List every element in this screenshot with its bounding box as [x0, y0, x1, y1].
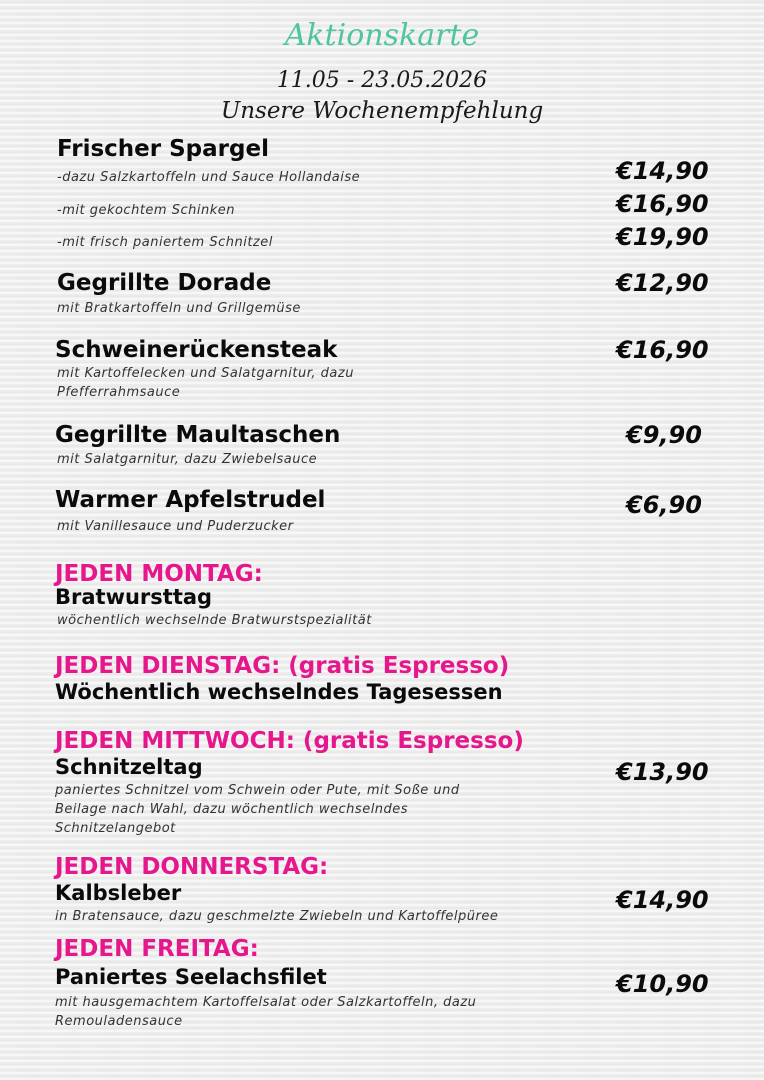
dish-name-spargel: Frischer Spargel	[57, 136, 269, 162]
dish-desc: mit Bratkartoffeln und Grillgemüse	[57, 301, 301, 316]
spargel-option-price: €19,90	[616, 223, 709, 251]
day-dish-desc: in Bratensauce, dazu geschmelzte Zwiebeln und Kartoffelpüree	[55, 909, 499, 924]
spargel-option-price: €14,90	[616, 157, 709, 185]
spargel-option-desc: -mit gekochtem Schinken	[57, 203, 235, 218]
dish-desc: mit Kartoffelecken und Salatgarnitur, dazu Pfefferrahmsauce	[57, 366, 354, 400]
dish-desc: mit Vanillesauce und Puderzucker	[57, 519, 294, 534]
day-dish-price: €10,90	[616, 970, 709, 998]
day-heading-wednesday: JEDEN MITTWOCH: (gratis Espresso)	[55, 728, 524, 754]
dish-desc: mit Salatgarnitur, dazu Zwiebelsauce	[57, 452, 318, 467]
day-dish-price: €13,90	[616, 758, 709, 786]
dish-name: Gegrillte Dorade	[57, 270, 272, 296]
dish-price: €6,90	[626, 491, 702, 519]
day-dish-desc: mit hausgemachtem Kartoffelsalat oder Salzkartoffeln, dazu Remouladensauce	[55, 995, 477, 1029]
menu-title: Aktionskarte	[284, 18, 480, 53]
dish-name: Schweinerückensteak	[55, 337, 338, 363]
spargel-option-desc: -mit frisch paniertem Schnitzel	[57, 235, 273, 250]
day-heading-tuesday: JEDEN DIENSTAG: (gratis Espresso)	[55, 653, 510, 679]
dish-price: €16,90	[616, 336, 709, 364]
dish-name: Warmer Apfelstrudel	[55, 487, 326, 513]
day-dish-name: Wöchentlich wechselndes Tagesessen	[55, 680, 503, 704]
day-dish-name: Kalbsleber	[55, 881, 182, 905]
day-dish-name: Schnitzeltag	[55, 755, 203, 779]
day-dish-desc: wöchentlich wechselnde Bratwurstspezialität	[57, 613, 372, 628]
spargel-option-desc: -dazu Salzkartoffeln und Sauce Hollandaise	[57, 170, 361, 185]
day-dish-name: Bratwursttag	[55, 585, 213, 609]
menu-subtitle: Unsere Wochenempfehlung	[220, 98, 544, 124]
day-dish-name: Paniertes Seelachsfilet	[55, 965, 327, 989]
spargel-option-price: €16,90	[616, 190, 709, 218]
day-heading-thursday: JEDEN DONNERSTAG:	[55, 854, 329, 880]
dish-name: Gegrillte Maultaschen	[55, 422, 341, 448]
day-heading-friday: JEDEN FREITAG:	[55, 936, 259, 962]
dish-price: €9,90	[626, 421, 702, 449]
day-dish-desc: paniertes Schnitzel vom Schwein oder Pute, mit Soße und Beilage nach Wahl, dazu wöchentlich wechselndes Schnitzelangebot	[55, 783, 460, 836]
dish-price: €12,90	[616, 269, 709, 297]
date-range: 11.05 - 23.05.2026	[276, 68, 488, 93]
day-heading-monday: JEDEN MONTAG:	[55, 561, 263, 587]
day-dish-price: €14,90	[616, 886, 709, 914]
